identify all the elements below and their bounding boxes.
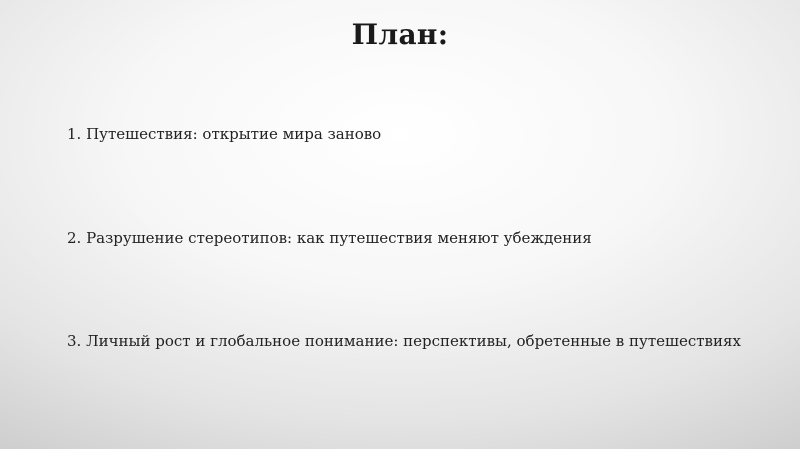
slide-title: План: [351,18,449,51]
plan-item-1: 1. Путешествия: открытие мира заново [67,125,382,143]
plan-item-3: 3. Личный рост и глобальное понимание: перспективы, обретенные в путешествиях [67,332,741,350]
plan-item-2: 2. Разрушение стереотипов: как путешествия меняют убеждения [67,229,592,247]
